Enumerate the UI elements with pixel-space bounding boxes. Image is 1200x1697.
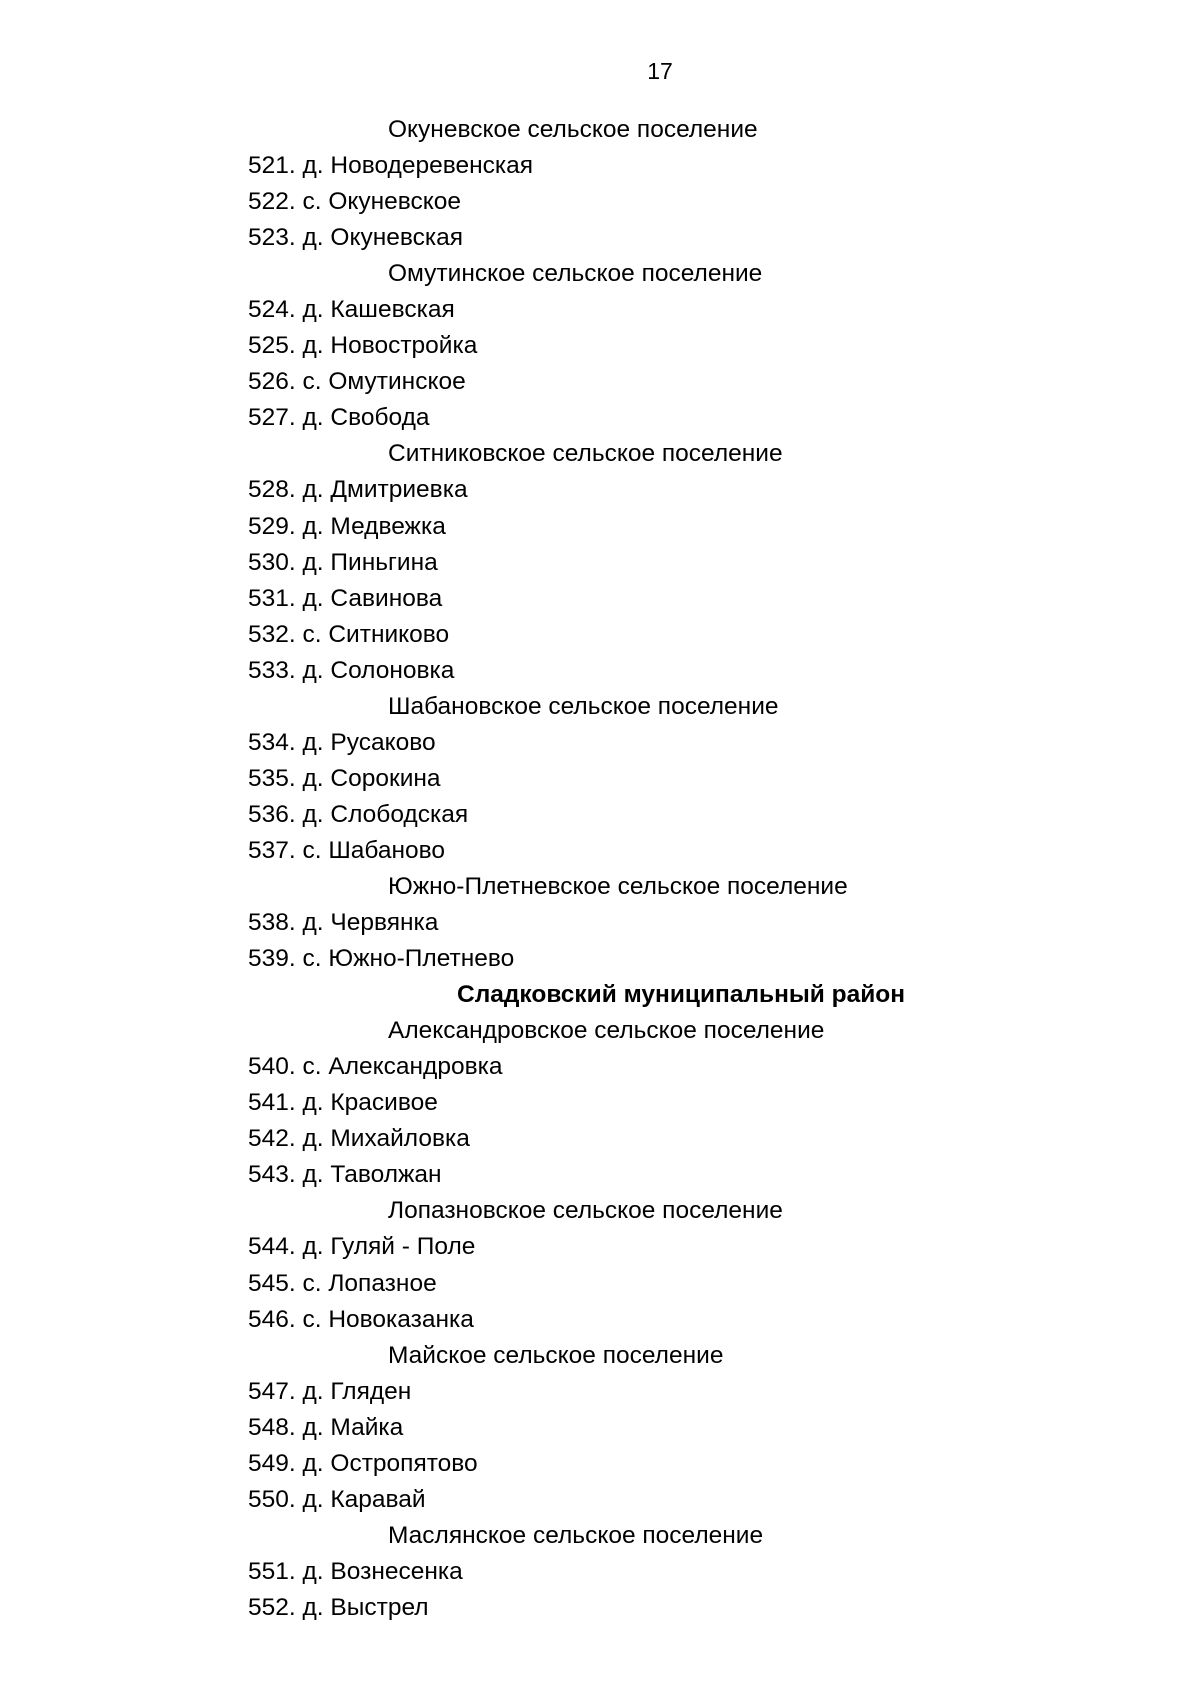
list-item: 549. д. Остропятово (248, 1449, 478, 1477)
list-item: 539. с. Южно-Плетнево (248, 945, 515, 973)
list-item: 526. с. Омутинское (248, 368, 466, 396)
settlement-heading: Окуневское сельское поселение (388, 116, 758, 143)
list-item: 546. с. Новоказанка (248, 1305, 474, 1333)
list-item: 548. д. Майка (248, 1413, 404, 1441)
list-item: 528. д. Дмитриевка (248, 476, 468, 504)
list-item: 537. с. Шабаново (248, 836, 446, 864)
list-item: 545. с. Лопазное (248, 1269, 437, 1297)
list-item: 532. с. Ситниково (248, 620, 450, 648)
list-item: 551. д. Вознесенка (248, 1557, 463, 1585)
list-item: 529. д. Медвежка (248, 512, 446, 540)
list-item: 550. д. Каравай (248, 1485, 426, 1513)
district-heading: Сладковский муниципальный район (457, 981, 906, 1009)
list-item: 522. с. Окуневское (248, 188, 462, 216)
list-item: 530. д. Пиньгина (248, 548, 438, 576)
list-item: 542. д. Михайловка (248, 1125, 470, 1153)
page-number: 17 (647, 58, 673, 84)
list-item: 536. д. Слободская (248, 800, 469, 828)
list-item: 543. д. Таволжан (248, 1161, 442, 1189)
list-item: 538. д. Червянка (248, 909, 439, 937)
list-item: 541. д. Красивое (248, 1089, 438, 1117)
list-item: 534. д. Русаково (248, 728, 436, 756)
list-item: 535. д. Сорокина (248, 764, 441, 792)
settlement-list (0, 112, 1200, 1626)
settlement-heading: Омутинское сельское поселение (388, 260, 763, 288)
settlement-heading: Южно-Плетневское сельское поселение (388, 872, 848, 900)
list-item: 547. д. Гляден (248, 1377, 412, 1405)
list-item: 525. д. Новостройка (248, 332, 478, 360)
list-item: 544. д. Гуляй - Поле (248, 1233, 476, 1261)
settlement-heading: Ситниковское сельское поселение (388, 440, 783, 468)
list-item: 531. д. Савинова (248, 584, 443, 612)
list-item: 552. д. Выстрел (248, 1593, 429, 1621)
list-item: 527. д. Свобода (248, 404, 430, 432)
list-item: 521. д. Новодеревенская (248, 152, 534, 180)
settlement-heading: Александровское сельское поселение (388, 1017, 825, 1045)
settlement-heading: Шабановское сельское поселение (388, 692, 779, 720)
settlement-heading: Майское сельское поселение (388, 1341, 724, 1369)
settlement-heading: Лопазновское сельское поселение (388, 1197, 783, 1225)
list-item: 523. д. Окуневская (248, 224, 463, 252)
settlement-heading: Маслянское сельское поселение (388, 1521, 764, 1549)
list-item: 524. д. Кашевская (248, 296, 455, 324)
list-item: 540. с. Александровка (248, 1053, 503, 1081)
list-item: 533. д. Солоновка (248, 656, 455, 684)
